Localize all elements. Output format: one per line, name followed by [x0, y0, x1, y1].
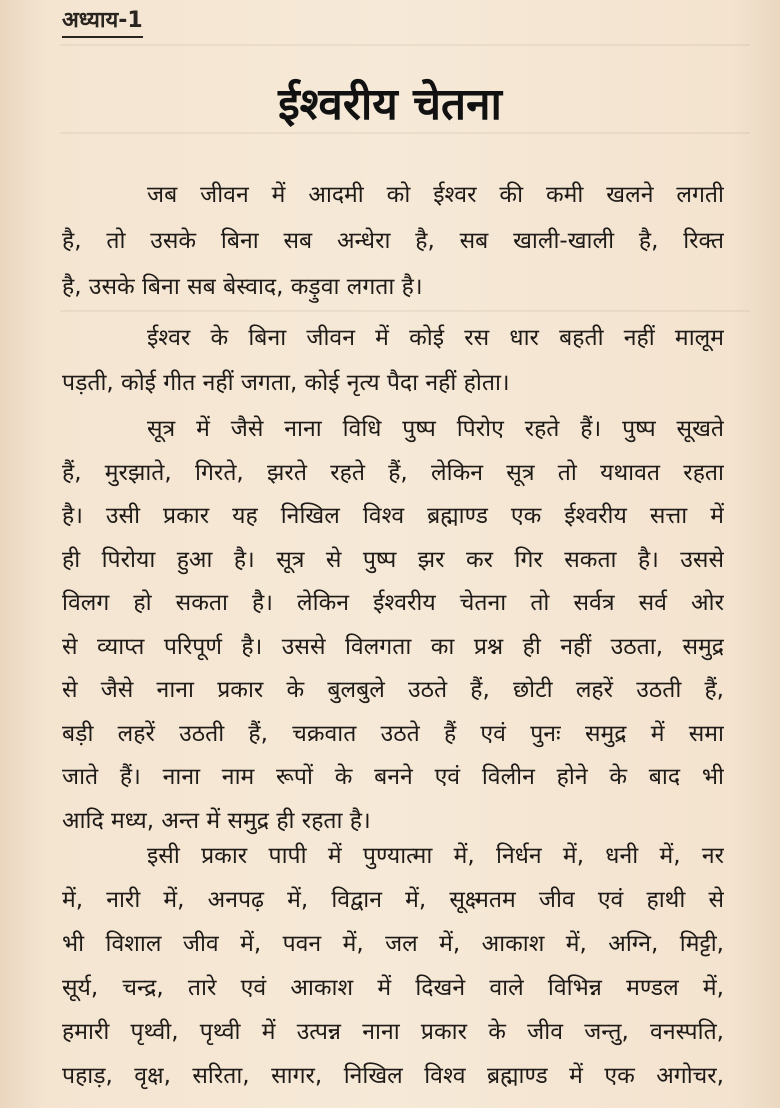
text-line: आदि मध्य, अन्त में समुद्र ही रहता है। [62, 807, 371, 834]
text-line: जब जीवन में आदमी को ईश्वर की कमी खलने लगती [147, 182, 724, 208]
text-line: हैं, मुरझाते, गिरते, झरते रहते हैं, लेकिन सूत्र तो यथावत रहता [62, 459, 724, 486]
text-line: में, नारी में, अनपढ़ में, विद्वान में, सूक्ष्मतम जीव एवं हाथी से [62, 887, 724, 913]
bleed-through-mark [60, 44, 750, 46]
text-line: सूर्य, चन्द्र, तारे एवं आकाश में दिखने वाले विभिन्न मण्डल में, [62, 975, 724, 1001]
text-line: जाते हैं। नाना नाम रूपों के बनने एवं विलीन होने के बाद भी [62, 764, 724, 790]
paragraph-3 [62, 408, 724, 843]
text-line: विलग हो सकता है। लेकिन ईश्वरीय चेतना तो सर्वत्र सर्व ओर [62, 590, 724, 616]
text-line: इसी प्रकार पापी में पुण्यात्मा में, निर्धन में, धनी में, नर [147, 843, 724, 869]
text-line: है, तो उसके बिना सब अन्धेरा है, सब खाली-खाली है, रिक्त [62, 228, 724, 254]
chapter-label: अध्याय-1 [62, 4, 143, 38]
paragraph-4 [62, 834, 724, 1098]
text-line: पड़ती, कोई गीत नहीं जगता, कोई नृत्य पैदा नहीं होता। [62, 370, 510, 396]
text-line: बड़ी लहरें उठती हैं, चक्रवात उठते हैं एवं पुनः समुद्र में समा [62, 720, 724, 747]
text-line: सूत्र में जैसे नाना विधि पुष्प पिरोए रहते हैं। पुष्प सूखते [147, 416, 724, 442]
text-line: ही पिरोया हुआ है। सूत्र से पुष्प झर कर गिर सकता है। उससे [62, 546, 724, 573]
text-line: है, उसके बिना सब बेस्वाद, कड़ुवा लगता है। [62, 274, 423, 300]
text-line: हमारी पृथ्वी, पृथ्वी में उत्पन्न नाना प्रकार के जीव जन्तु, वनस्पति, [62, 1019, 724, 1045]
bleed-through-mark [60, 310, 750, 312]
text-line: भी विशाल जीव में, पवन में, जल में, आकाश में, अग्नि, मिट्टी, [62, 931, 724, 957]
text-line: है। उसी प्रकार यह निखिल विश्व ब्रह्माण्ड एक ईश्वरीय सत्ता में [62, 503, 724, 529]
text-line: ईश्वर के बिना जीवन में कोई रस धार बहती नहीं मालूम [147, 325, 724, 351]
text-line: से जैसे नाना प्रकार के बुलबुले उठते हैं, छोटी लहरें उठती हैं, [62, 677, 724, 703]
chapter-title: ईश्वरीय चेतना [278, 79, 502, 130]
text-line: से व्याप्त परिपूर्ण है। उससे विलगता का प्रश्न ही नहीं उठता, समुद्र [62, 633, 724, 660]
bleed-through-mark [60, 132, 750, 134]
paragraph-2 [62, 316, 724, 406]
paragraph-1 [62, 172, 724, 310]
text-line: पहाड़, वृक्ष, सरिता, सागर, निखिल विश्व ब्रह्माण्ड में एक अगोचर, [62, 1063, 724, 1089]
